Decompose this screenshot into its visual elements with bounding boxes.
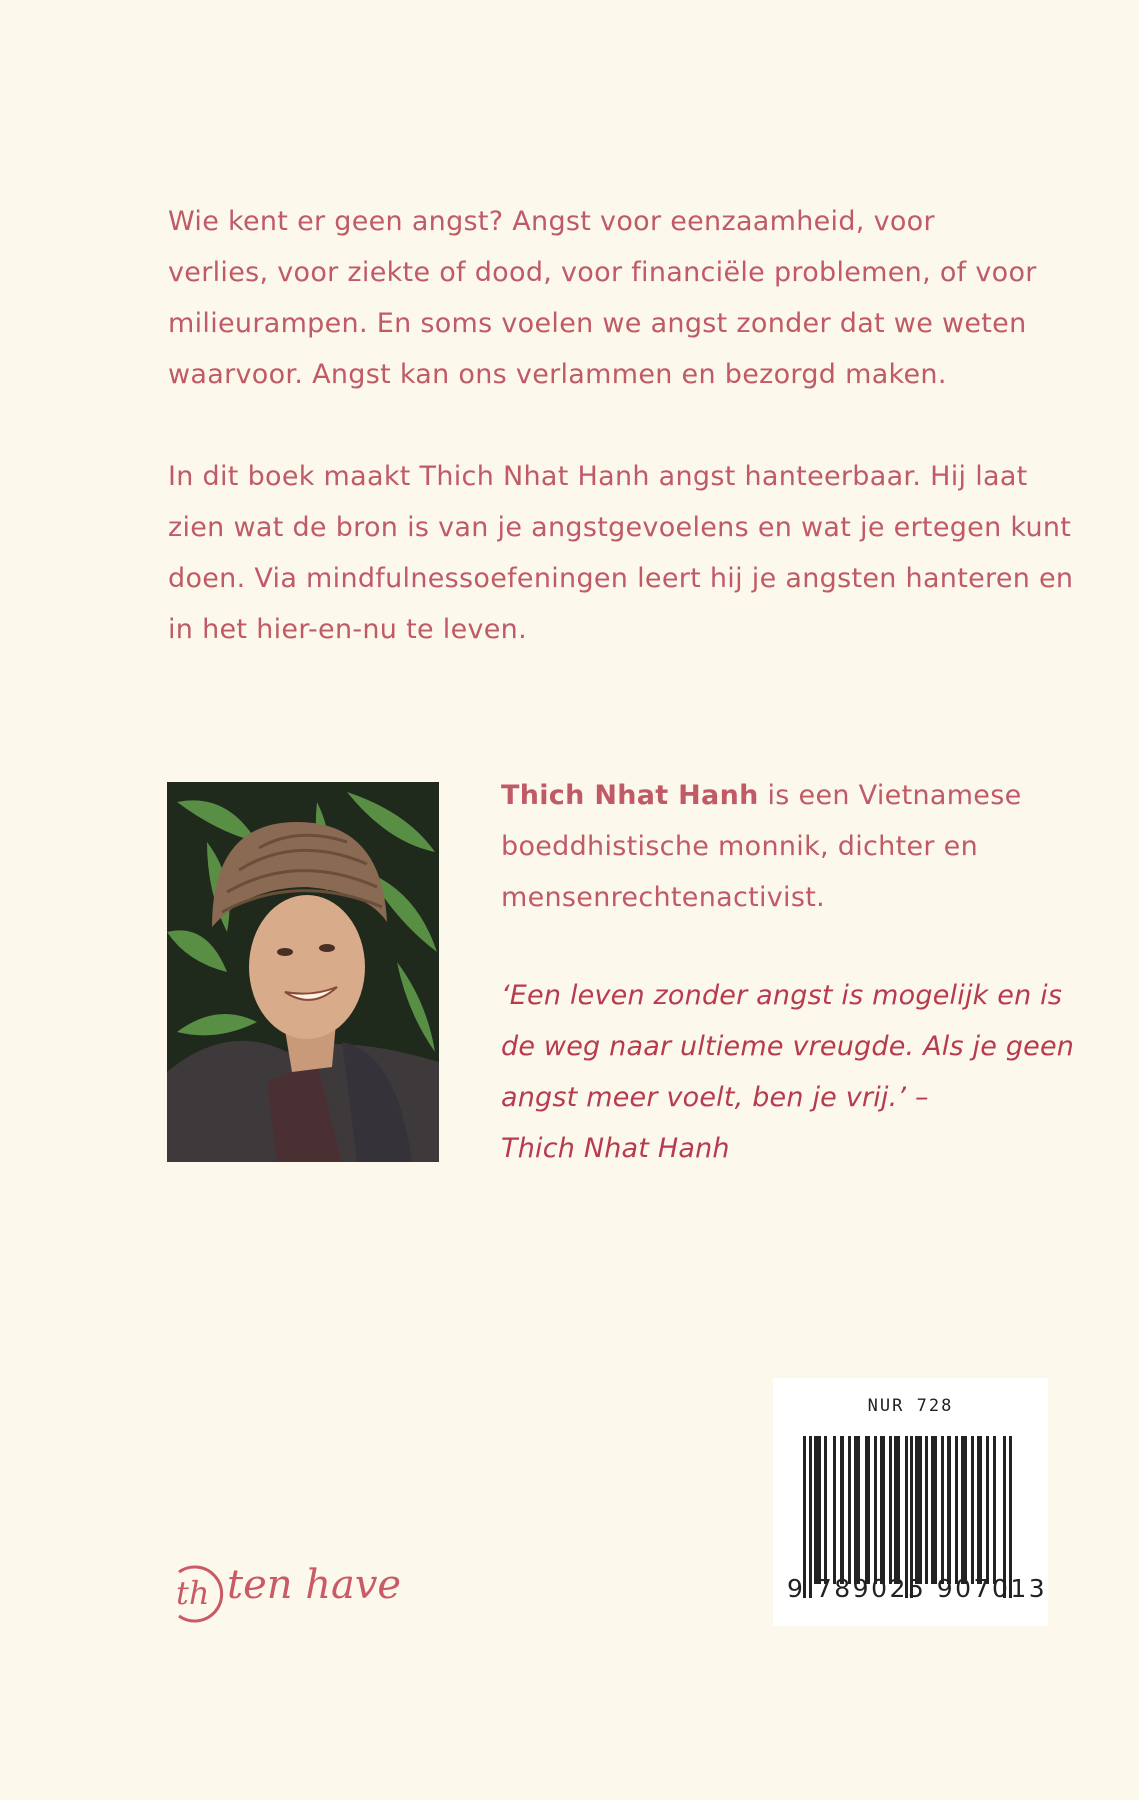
- blurb-line: in het hier-en-nu te leven.: [168, 614, 527, 645]
- author-portrait-illustration: [167, 782, 439, 1162]
- author-bio-line: boeddhistische monnik, dichter en: [501, 831, 978, 862]
- author-bio-text: is een Vietnamese: [758, 780, 1022, 811]
- quote-line: angst meer voelt, ben je vrij.’ –: [501, 1082, 929, 1113]
- blurb-line: verlies, voor ziekte of dood, voor financiële problemen, of voor: [168, 257, 1037, 288]
- blurb-line: doen. Via mindfulnessoefeningen leert hij je angsten hanteren en: [168, 563, 1074, 594]
- author-bio: [501, 770, 1081, 923]
- isbn-number: 9 789025 907013: [787, 1574, 1048, 1603]
- barcode-label: [773, 1378, 1048, 1626]
- publisher-monogram-icon: [165, 1558, 225, 1628]
- author-name: Thich Nhat Hanh: [501, 780, 759, 811]
- blurb-paragraph-2: [168, 451, 1088, 655]
- blurb-paragraph-1: [168, 196, 1088, 400]
- blurb-line: Wie kent er geen angst? Angst voor eenzaamheid, voor: [168, 206, 935, 237]
- quote-line: ‘Een leven zonder angst is mogelijk en is: [501, 980, 1063, 1011]
- author-bio-line: mensenrechtenactivist.: [501, 882, 825, 913]
- author-quote: [501, 970, 1081, 1174]
- blurb-line: waarvoor. Angst kan ons verlammen en bezorgd maken.: [168, 359, 947, 390]
- quote-line: de weg naar ultieme vreugde. Als je geen: [501, 1031, 1075, 1062]
- blurb-line: In dit boek maakt Thich Nhat Hanh angst hanteerbaar. Hij laat: [168, 461, 1028, 492]
- author-photo: [167, 782, 439, 1162]
- publisher-name: ten have: [227, 1562, 402, 1608]
- blurb-line: milieurampen. En soms voelen we angst zonder dat we weten: [168, 308, 1027, 339]
- nur-code: NUR 728: [867, 1396, 954, 1416]
- publisher-logo: [165, 1558, 402, 1628]
- quote-attribution: Thich Nhat Hanh: [501, 1133, 730, 1164]
- monogram-text: th: [176, 1574, 210, 1612]
- blurb-line: zien wat de bron is van je angstgevoelens en wat je ertegen kunt: [168, 512, 1072, 543]
